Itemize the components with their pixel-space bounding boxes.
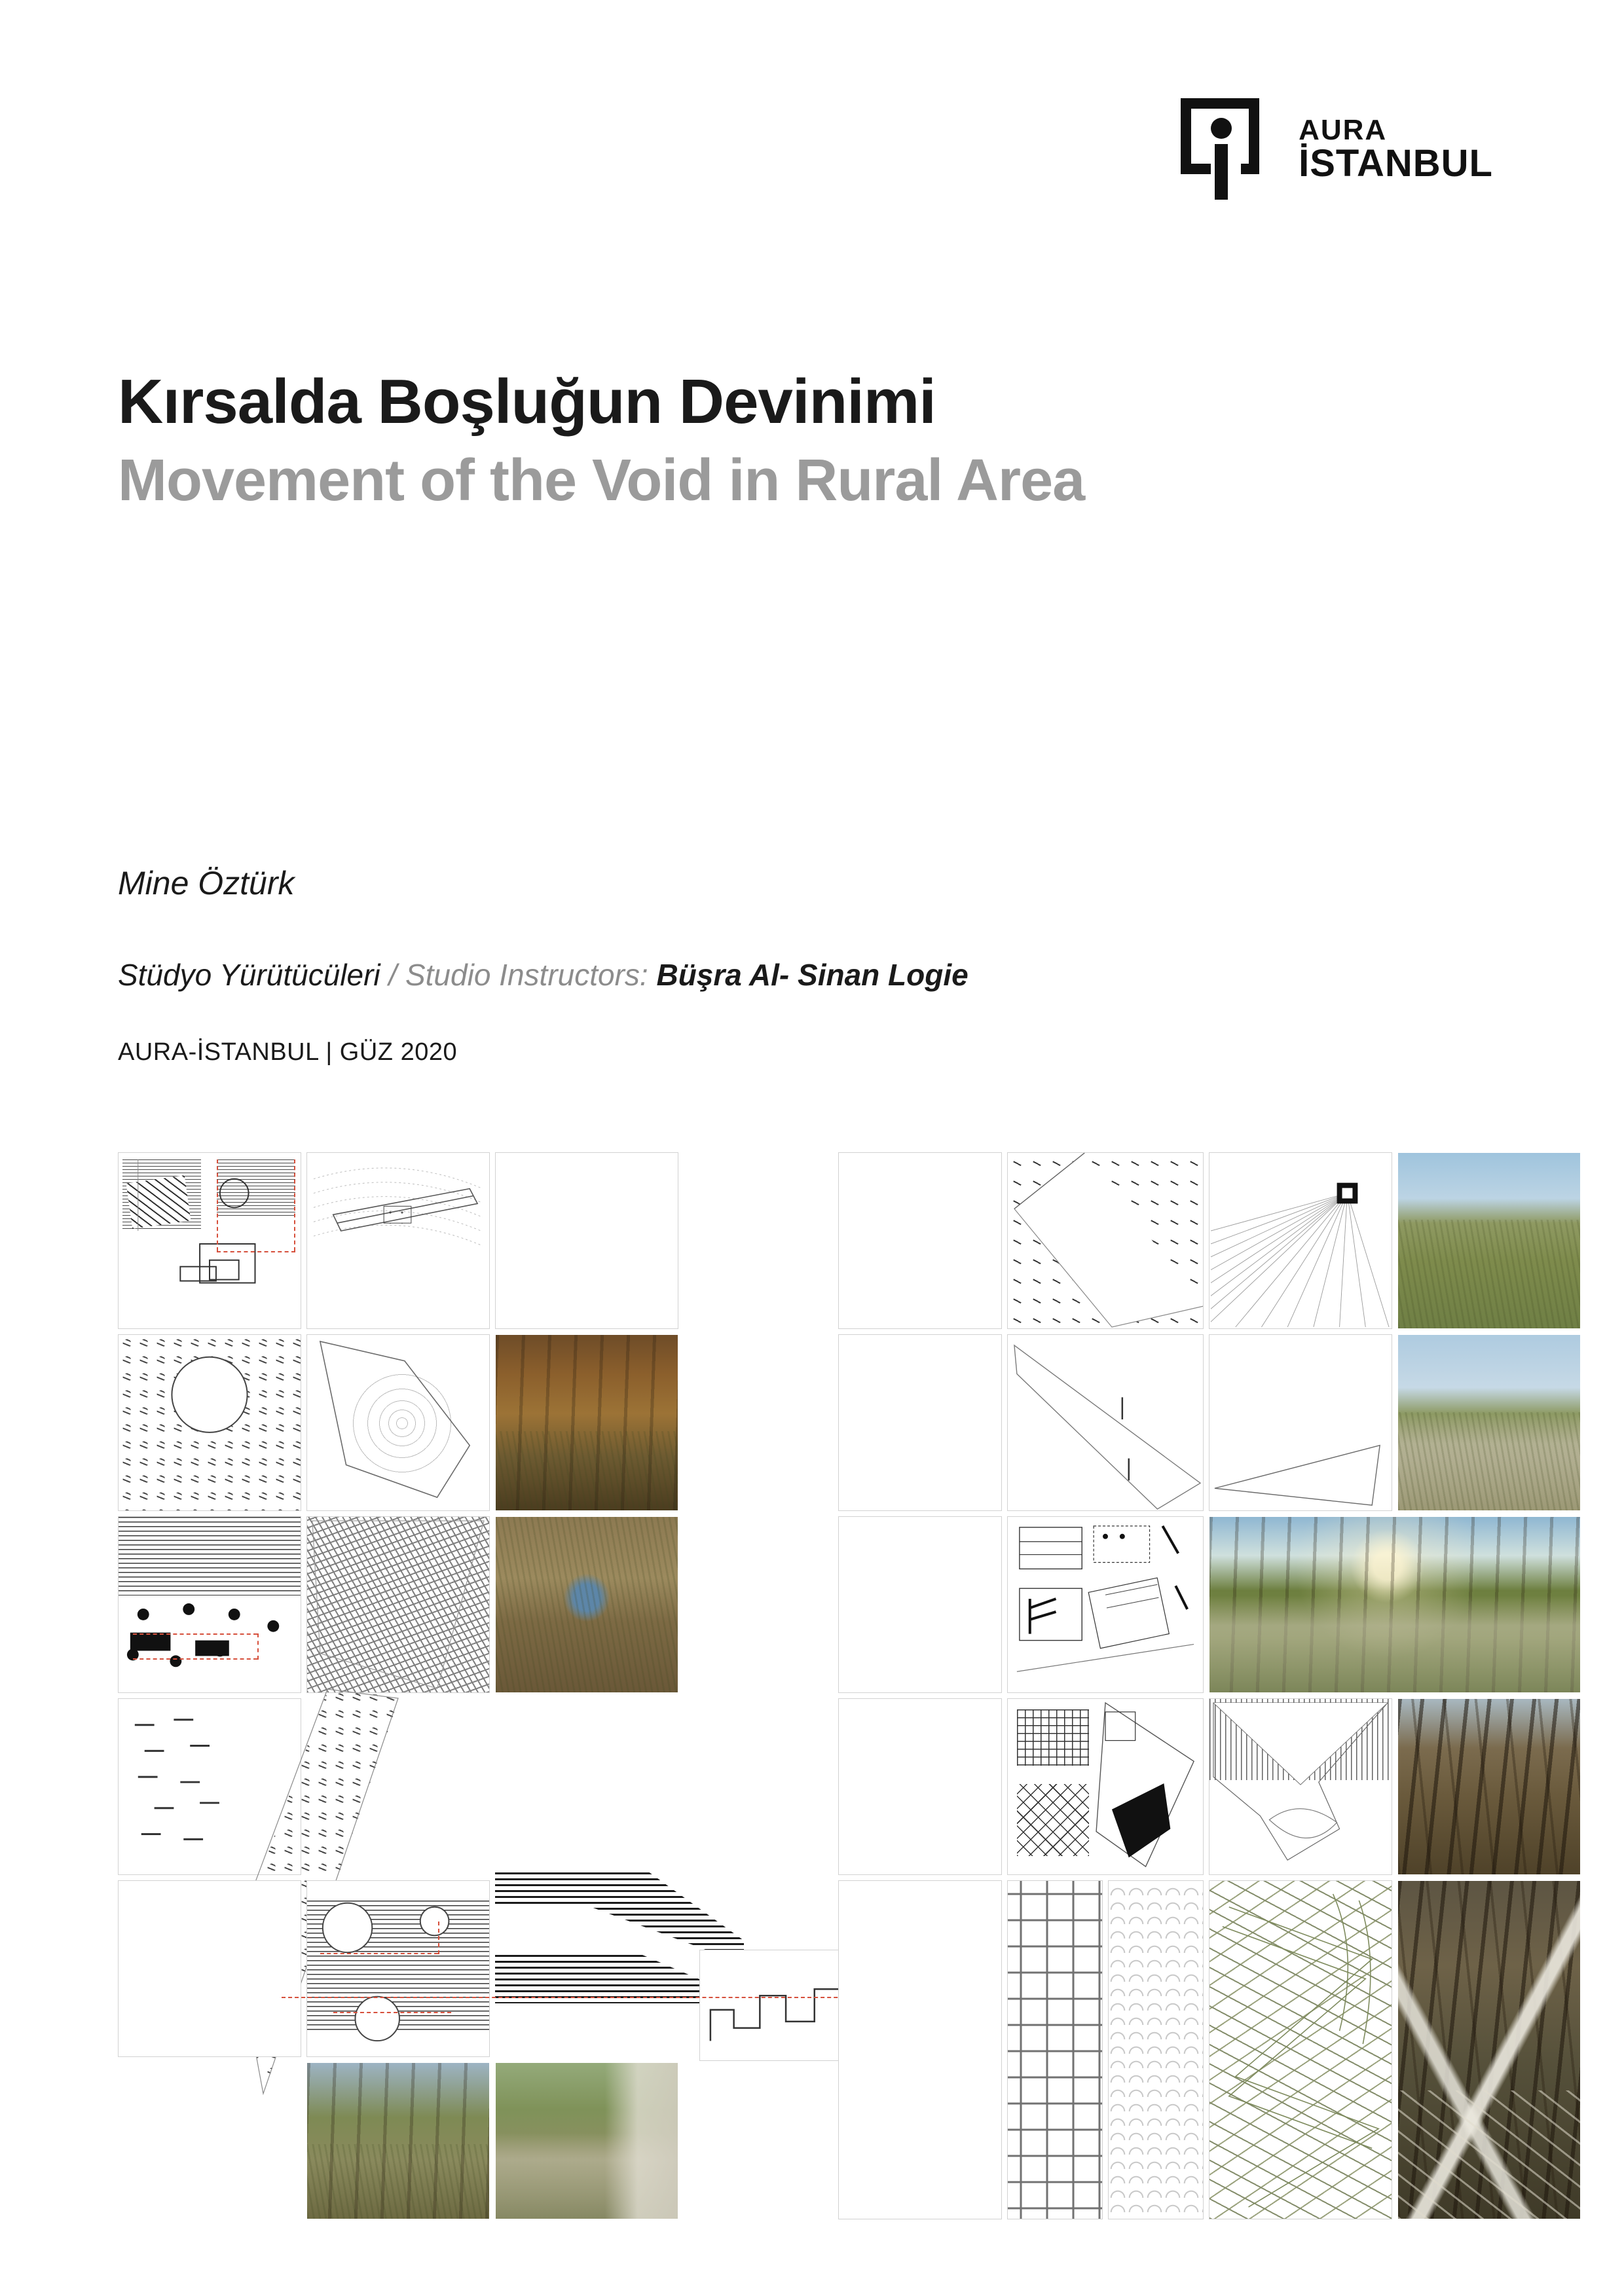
cell-hatch-plan-01 <box>118 1152 301 1329</box>
aura-istanbul-logo-mark-icon <box>1181 98 1279 200</box>
cell-circles-hlines-10 <box>118 1880 301 2057</box>
cell-snowflake-07 <box>306 1516 490 1693</box>
instructors-label-english: Studio Instructors: <box>405 958 648 992</box>
instructors-names: Büşra Al- Sinan Logie <box>656 958 969 992</box>
photo-green-track-wall <box>495 2062 678 2219</box>
cell-radial-fan-r03 <box>1209 1152 1392 1329</box>
cell-grid-blocks-r07 <box>1007 1698 1204 1875</box>
cell-empty-r06b <box>838 1698 1002 1875</box>
cell-perspective-road-r04 <box>838 1334 1002 1511</box>
cell-funnel-lines-r08 <box>1209 1698 1392 1875</box>
credits-block <box>118 864 1493 1066</box>
cell-empty-r05c <box>838 1516 1002 1693</box>
photo-blue-mushroom <box>495 1516 678 1693</box>
cell-fan-triangle-r05 <box>1007 1334 1204 1511</box>
cell-fan-triangle-r05b <box>1209 1334 1392 1511</box>
page-title-english: Movement of the Void in Rural Area <box>118 447 1085 513</box>
author-name: Mine Öztürk <box>118 865 295 902</box>
photo-autumn-forest-floor <box>495 1334 678 1511</box>
photo-sunlit-forest-road <box>1209 1516 1581 1693</box>
photo-meadow-autumn-trees <box>306 2062 490 2219</box>
cell-hlines-dots-06 <box>118 1516 301 1693</box>
title-block <box>118 367 1493 513</box>
cell-ripple-05 <box>306 1334 490 1511</box>
cell-cross-dots-r09 <box>1007 1880 1103 2219</box>
instructors-separator: / <box>380 958 405 992</box>
logo-line-aura: AURA <box>1299 113 1388 146</box>
cell-empty-r08b <box>838 1880 1002 2219</box>
cell-flakes-circle-04 <box>118 1334 301 1511</box>
cell-contour-ramp-02 <box>306 1152 490 1329</box>
cell-scales-r10 <box>1108 1880 1204 2219</box>
photo-forest-installation <box>1397 1880 1581 2219</box>
cell-empty-r01 <box>838 1152 1002 1329</box>
instructors-line <box>118 957 1493 993</box>
program-line: AURA-İSTANBUL | GÜZ 2020 <box>118 1038 458 1066</box>
cell-empty-03 <box>495 1152 678 1329</box>
photo-open-field-horizon <box>1397 1152 1581 1329</box>
photo-bare-winter-forest <box>1397 1698 1581 1875</box>
cell-detail-plan-r06 <box>1007 1516 1204 1693</box>
logo-line-istanbul: İSTANBUL <box>1299 141 1493 185</box>
logo-area <box>1181 98 1493 200</box>
cell-circles-hlines-10b <box>306 1880 490 2057</box>
instructors-label-turkish: Stüdyo Yürütücüleri <box>118 958 380 992</box>
logo-wordmark <box>1299 113 1493 185</box>
composite-plate <box>118 1152 1506 2219</box>
photo-gravel-track <box>1397 1334 1581 1511</box>
cell-olive-structure-r11 <box>1209 1880 1392 2219</box>
cell-dash-texture-r02 <box>1007 1152 1204 1329</box>
page-title-turkish: Kırsalda Boşluğun Devinimi <box>118 367 936 437</box>
